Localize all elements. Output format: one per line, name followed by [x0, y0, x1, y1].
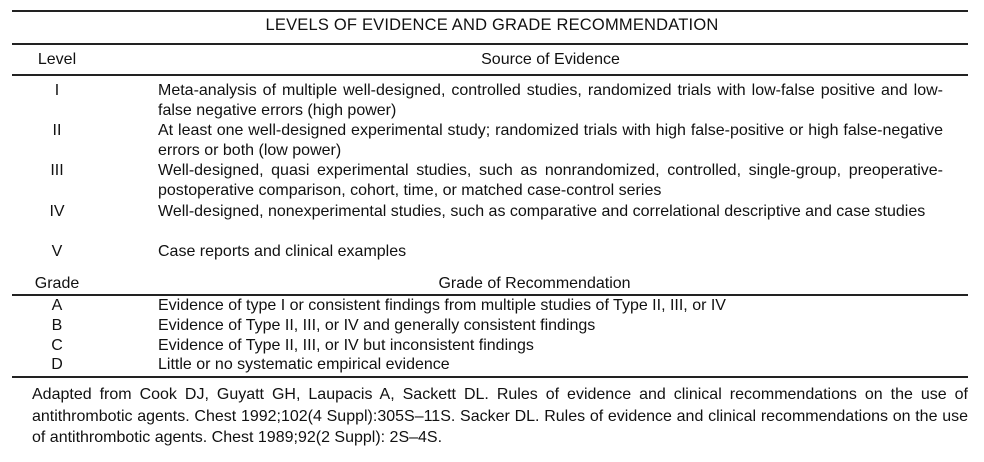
grade-recommendation: Evidence of Type II, III, or IV and generally consistent findings — [158, 317, 596, 334]
level-label: V — [51, 243, 63, 260]
level-source: Case reports and clinical examples — [158, 243, 407, 260]
level-label: III — [50, 162, 64, 179]
level-label: II — [52, 122, 62, 139]
level-label: I — [54, 82, 60, 99]
header-rule — [12, 74, 968, 76]
bottom-rule — [12, 376, 968, 378]
grade-label: B — [51, 317, 63, 334]
grade-label: C — [51, 337, 63, 354]
level-column-header: Level — [37, 51, 77, 68]
grade-recommendation: Little or no systematic empirical evidence — [158, 356, 450, 373]
level-label: IV — [49, 203, 65, 220]
table-title: LEVELS OF EVIDENCE AND GRADE RECOMMENDATION — [265, 16, 719, 34]
recommendation-column-header: Grade of Recommendation — [438, 275, 631, 292]
top-rule — [12, 10, 968, 12]
source-column-header: Source of Evidence — [481, 51, 620, 68]
table-footnote: Adapted from Cook DJ, Guyatt GH, Laupacis A, Sackett DL. Rules of evidence and clinical recommendations on the use of antithrombotic agents. Chest 1992;102(4 Suppl):305S–11S. Sacker DL. Rules of evidence and clinical recommendations on the use of antithrombotic agents. Chest 1989;92(2 Suppl): 2S–4S. — [32, 386, 968, 446]
grade-recommendation: Evidence of Type II, III, or IV but inconsistent findings — [158, 337, 534, 354]
grade-label: D — [51, 356, 63, 373]
level-source: Meta-analysis of multiple well-designed, controlled studies, randomized trials with low-false positive and low-false negative errors (high power) — [158, 82, 943, 119]
level-source: Well-designed, quasi experimental studies, such as nonrandomized, controlled, single-group, preoperative-postoperative comparison, cohort, time, or matched case-control series — [158, 162, 943, 199]
grade-column-header: Grade — [34, 275, 80, 292]
grade-recommendation: Evidence of type I or consistent findings from multiple studies of Type II, III, or IV — [158, 297, 726, 314]
grade-label: A — [51, 297, 63, 314]
level-source: Well-designed, nonexperimental studies, such as comparative and correlational descriptive and case studies — [158, 203, 926, 220]
title-rule — [12, 43, 968, 45]
level-source: At least one well-designed experimental study; randomized trials with high false-positive or high false-negative errors or both (low power) — [158, 122, 943, 159]
